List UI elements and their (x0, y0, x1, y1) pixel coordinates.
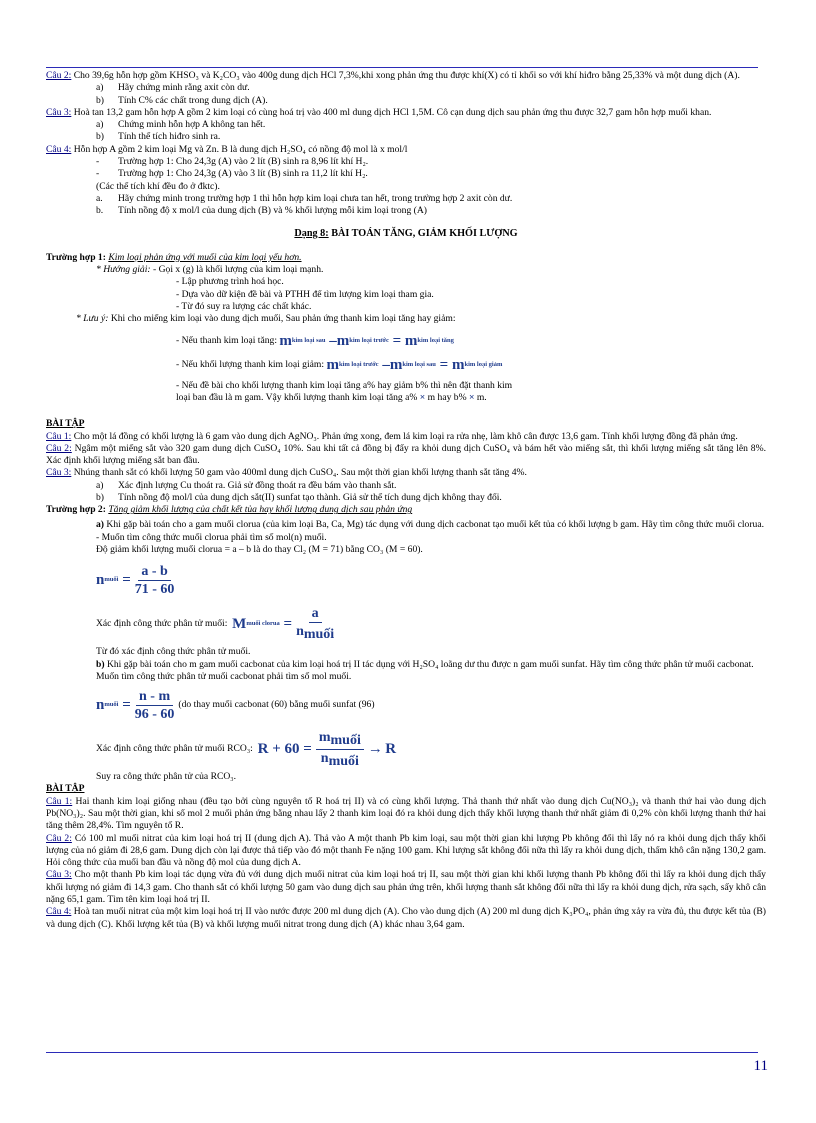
question-4-case-2: - Trường hợp 1: Cho 24,3g (A) vào 3 lít (B) sinh ra 11,2 lít khí H₂. (96, 168, 368, 180)
question-4-case-1: - Trường hợp 1: Cho 24,3g (A) vào 2 lít (B) sinh ra 8,96 lít khí H₂. (96, 156, 369, 168)
exercise-2-q1: Câu 1: Hai thanh kim loại giống nhau (đều tạo bởi cùng nguyên tố R hoá trị II) và có cùng khối lượng. Thả thanh thứ nhất vào dung dịch Cu(NO₃)₂ và thanh thứ hai vào dung dịch Pb(NO₃)₂. Sau một thời gian, khi số mol 2 muối phản ứng bằng nhau lấy 2 thanh kim loại đó ra khỏi dung dịch thấy khối lượng thanh thứ nhất giảm đi 0,2% còn khối lượng thanh thứ hai tăng thêm 28,4%. Tìm nguyên tố R. (46, 795, 766, 832)
question-3: Câu 3: Hoà tan 13,2 gam hỗn hợp A gồm 2 kim loại có cùng hoá trị vào 400 ml dung dịch HCl 1,5M. Cô cạn dung dịch sau phản ứng thu được 32,7 gam hỗn hợp muối khan. (46, 106, 712, 118)
exercise-2-q4: Câu 4: Hoà tan muối nitrat của một kim loại hoá trị II vào nước được 200 ml dung dịch (A). Cho vào dung dịch (A) 200 ml dung dịch K₃PO₄, phản ứng xảy ra vừa đủ, thu được kết tủa (B) và dung dịch (C). Khối lượng kết tủa (B) và khối lượng muối nitrat trong dung dịch (A) khác nhau 3,64 gam. (46, 906, 766, 930)
formula-decrease: - Nếu khối lượng thanh kim loại giảm: m kim loại trước –m kim loại sau = m kim loại giảm (176, 357, 503, 374)
footer-rule (46, 1052, 758, 1053)
guide-line-4: - Từ đó suy ra lượng các chất khác. (176, 301, 312, 313)
exercise-1-q2: Câu 2: Ngâm một miếng sắt vào 320 gam dung dịch CuSO₄ 10%. Sau khi tất cả đồng bị đẩy ra khỏi dung dịch CuSO₄ và bám hết vào miếng sắt, thì khối lượng miếng sắt tăng lên 8%. Xác định khối lượng miếng sắt ban đầu. (46, 442, 766, 467)
page-number: 11 (753, 1058, 768, 1074)
note-line: * Lưu ý: Khi cho miếng kim loại vào dung dịch muối, Sau phản ứng thanh kim loại tăng hay giảm: (76, 313, 456, 325)
question-4-a: a. Hãy chứng minh trong trường hợp 1 thì hỗn hợp kim loại chưa tan hết, trong trường hợp 2 axit còn dư. (96, 192, 513, 204)
formula-r: Xác định công thức phân tử muối RCO₃: R + 60 = $\frac{\text{mmuối}}{\text{nmuối}}$ → R (96, 729, 397, 769)
note-percent-1: - Nếu đề bài cho khối lượng thanh kim loại tăng a% hay giảm b% thì nên đặt thanh kim (176, 379, 513, 391)
case-2-a-conclusion: Từ đó xác định công thức phân tử muối. (96, 646, 251, 658)
guide-line-2: - Lập phương trình hoá học. (176, 276, 284, 288)
case-2-a-line-1: - Muốn tìm công thức muối clorua phải tìm số mol(n) muối. (96, 531, 327, 543)
note-percent-2: loại ban đầu là m gam. Vậy khối lượng thanh kim loại tăng a% × m hay b% × m. (176, 391, 487, 403)
formula-n-muoi-1: n muối = $\frac{a - b}{71 - 60}$ (96, 563, 175, 597)
exercise-2-q3: Câu 3: Cho một thanh Pb kim loại tác dụng vừa đủ với dung dịch muối nitrat của kim loại hoá trị II, sau một thời gian khi khối lượng thanh Pb không đổi thì lấy ra khỏi dung dịch thấy khối lượng nó giảm đi 14,3 gam. Cho thanh sắt có khối lượng 50 gam vào dung dịch sau phản ứng trên, khối lượng thanh sắt không đổi nữa thì lấy ra khỏi dung dịch, rửa sạch, sấy khô cân nặng 65,1 gam. Tìm tên kim loại hoá trị II. (46, 869, 766, 906)
question-4-note: (Các thể tích khí đều đo ở đktc). (96, 180, 220, 192)
formula-increase: - Nếu thanh kim loại tăng: m kim loại sau –m kim loại trước = m kim loại tăng (176, 333, 454, 350)
page-content (46, 70, 766, 931)
exercise-1-q3: Câu 3: Nhúng thanh sắt có khối lượng 50 gam vào 400ml dung dịch CuSO₄. Sau một thời gian khối lượng thanh sắt tăng 4%. (46, 467, 527, 479)
exercise-2-q2: Câu 2: Có 100 ml muối nitrat của kim loại hoá trị II (dung dịch A). Thả vào A một thanh Pb kim loại, sau một thời gian khi lượng Pb không đổi thì lấy nó ra khỏi dung dịch thấy khối lượng của nó giảm đi 28,6 gam. Dung dịch còn lại được thả tiếp vào đó một thanh Fe nặng 100 gam. Khi lượng sắt không đổi nữa thì lấy ra khỏi dung dịch, thấm khô cân nặng 130,2 gam. Hỏi công thức của muối ban đầu và nồng độ mol của dung dịch A. (46, 832, 767, 869)
exercise-1-q3-a: a) Xác định lượng Cu thoát ra. Giả sử đồng thoát ra đều bám vào thanh sắt. (96, 479, 397, 491)
case-2-b-line-1: Muốn tìm công thức phân tử muối cacbonat phải tìm số mol muối. (96, 670, 352, 682)
case-2-a-line-2: Độ giảm khối lượng muối clorua = a – b là do thay Cl₂ (M = 71) bằng CO₃ (M = 60). (96, 543, 423, 555)
case-2-a-text: a) Khi gặp bài toán cho a gam muối clorua (của kim loại Ba, Ca, Mg) tác dụng với dung dịch cacbonat tạo muối kết tủa có khối lượng b gam. Hãy tìm công thức muối clorua. (96, 518, 764, 530)
formula-n-muoi-2: n muối = $\frac{n - m}{96 - 60}$ (do thay muối cacbonat (60) bằng muối sunfat (96) (96, 688, 375, 722)
section-title: Dạng 8: BÀI TOÁN TĂNG, GIẢM KHỐI LƯỢNG (294, 227, 518, 239)
guide-line-3: - Dựa vào dữ kiện đề bài và PTHH để tìm lượng kim loại tham gia. (176, 288, 434, 300)
case-2-heading: Trường hợp 2: Tăng giảm khối lượng của chất kết tủa hay khối lượng dung dịch sau phản ứng (46, 504, 413, 516)
question-2-a: a) Hãy chứng minh rằng axit còn dư. (96, 82, 250, 94)
case-2-b-conclusion: Suy ra công thức phân tử của RCO₃. (96, 771, 237, 783)
question-2: Câu 2: Cho 39,6g hỗn hợp gồm KHSO₃ và K₂CO₃ vào 400g dung dịch HCl 7,3%,khi xong phản ứng thu được khí(X) có tỉ khối so với khí hiđro bằng 25,33% và một dung dịch (A). (46, 70, 740, 81)
question-3-a: a) Chứng minh hỗn hợp A không tan hết. (96, 119, 266, 131)
formula-m-clorua: Xác định công thức phân tử muối: M muối clorua = $\frac{a}{\text{nmuối}}$ (96, 606, 335, 643)
header-rule (46, 67, 758, 68)
case-1-heading: Trường hợp 1: Kim loại phản ứng với muối của kim loại yếu hơn. (46, 251, 302, 263)
question-4: Câu 4: Hỗn hợp A gồm 2 kim loại Mg và Zn. B là dung dịch H₂SO₄ có nồng độ mol là x mol/l (46, 143, 408, 155)
exercise-heading-1: BÀI TẬP (46, 418, 85, 430)
question-4-b: b. Tính nồng độ x mol/l của dung dịch (B) và % khối lượng mỗi kim loại trong (A) (96, 205, 427, 217)
exercise-1-q1: Câu 1: Cho một lá đồng có khối lượng là 6 gam vào dung dịch AgNO₃. Phản ứng xong, đem lá kim loại ra rửa nhẹ, làm khô cân được 13,6 gam. Tính khối lượng đồng đã phản ứng. (46, 430, 738, 442)
case-2-b-text: b) Khi gặp bài toán cho m gam muối cacbonat của kim loại hoá trị II tác dụng với H₂SO₄ loãng dư thu được n gam muối sunfat. Hãy tìm công thức phân tử muối cacbonat. (96, 658, 754, 670)
exercise-1-q3-b: b) Tính nồng độ mol/l của dung dịch sắt(II) sunfat tạo thành. Giả sử thể tích dung dịch không thay đổi. (96, 492, 502, 504)
guide-line-1: * Hướng giải: - Gọi x (g) là khối lượng của kim loại mạnh. (96, 264, 324, 276)
question-2-b: b) Tính C% các chất trong dung dịch (A). (96, 94, 268, 106)
question-3-b: b) Tính thể tích hiđro sinh ra. (96, 131, 221, 143)
exercise-heading-2: BÀI TẬP (46, 783, 85, 795)
